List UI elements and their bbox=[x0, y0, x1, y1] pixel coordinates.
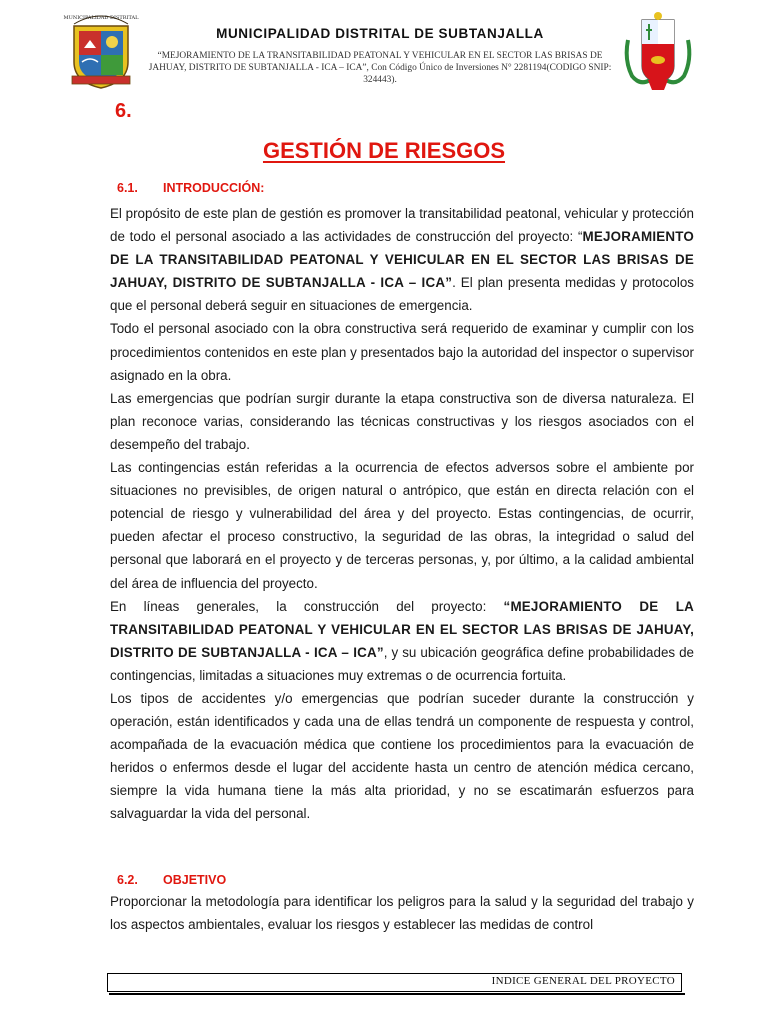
paragraph: El propósito de este plan de gestión es promover la transitabilidad peatonal, vehicular y protección de todo el personal asociado a las actividades de construcción del proyecto: “MEJORAMIENTO DE LA TRANSITABILIDAD PEATONAL Y VEHICULAR EN EL SECTOR LAS BRISAS DE JAHUAY, DISTRITO DE SUBTANJALLA - ICA – ICA”. El plan presenta medidas y protocolos que el personal deberá seguir en situaciones de emergencia. bbox=[110, 206, 694, 314]
paragraph: Las emergencias que podrían surgir durante la etapa constructiva son de diversa naturaleza. El plan reconoce varias, considerando las técnicas constructivas y los riesgos asociados con el desempeño del trabajo. bbox=[110, 390, 694, 452]
paragraph: Todo el personal asociado con la obra constructiva será requerido de examinar y cumplir con los procedimientos contenidos en este plan y presentados bajo la autoridad del inspector o supervisor asignado en la obra. bbox=[110, 321, 694, 383]
footer-box bbox=[107, 973, 682, 992]
logo-left-text: MUNICIPALIDAD DISTRITAL bbox=[63, 15, 139, 21]
footer-label: INDICE GENERAL DEL PROYECTO bbox=[491, 975, 675, 987]
objective-body bbox=[110, 890, 694, 936]
project-name-bold: “MEJORAMIENTO DE LA TRANSITABILIDAD PEATONAL Y VEHICULAR EN EL SECTOR LAS BRISAS DE JAHUAY, DISTRITO DE SUBTANJALLA - ICA – ICA” bbox=[110, 598, 694, 660]
introduction-body bbox=[110, 202, 694, 826]
section-number: 6. bbox=[115, 100, 132, 122]
subsection-heading-introduction bbox=[117, 181, 264, 195]
paragraph: Los tipos de accidentes y/o emergencias que podrían suceder durante la construcción y operación, están identificados y cada una de ellas tendrá un componente de respuesta y control, acompañada de la evacuación médica que contiene los procedimientos para la evacuación de heridos o enfermos desde el lugar del accidente hasta un centro de atención médica cercano, siempre la vida humana tiene la más alta prioridad, y no se escatimarán esfuerzos para salvaguardar la vida del personal. bbox=[110, 690, 694, 822]
subsection-title: INTRODUCCIÓN: bbox=[163, 181, 265, 195]
institution-title: MUNICIPALIDAD DISTRITAL DE SUBTANJALLA bbox=[216, 26, 544, 41]
subsection-title: OBJETIVO bbox=[163, 873, 227, 887]
paragraph: Las contingencias están referidas a la ocurrencia de efectos adversos sobre el ambiente por situaciones no previsibles, de origen natural o antrópico, que están en directa relación con el potencial de riesgo y vulnerabilidad del área y del proyecto. Estas contingencias, de ocurrir, pueden afectar el proceso constructivo, la seguridad de las obras, la integridad o salud del personal que laborará en el proyecto y de terceras personas, y, por último, a la calidad ambiental del área de influencia del proyecto. bbox=[110, 460, 694, 591]
paragraph: Proporcionar la metodología para identificar los peligros para la salud y la seguridad del trabajo y los aspectos ambientales, evaluar los riesgos y establecer las medidas de control bbox=[110, 894, 694, 933]
subsection-number: 6.2. bbox=[117, 873, 138, 887]
project-description-line: “MEJORAMIENTO DE LA TRANSITABILIDAD PEATONAL Y VEHICULAR EN EL SECTOR LAS BRISAS DE JAHUAY, DISTRITO DE SUBTANJALLA - ICA – ICA”, Con Código Único de Inversiones N° 2281194(CODIGO SNIP: 324443). bbox=[148, 51, 612, 85]
subsection-heading-objective bbox=[117, 873, 226, 887]
page-header bbox=[0, 0, 768, 100]
project-name-bold: MEJORAMIENTO DE LA TRANSITABILIDAD PEATONAL Y VEHICULAR EN EL SECTOR LAS BRISAS DE JAHUAY, DISTRITO DE SUBTANJALLA - ICA – ICA” bbox=[110, 229, 694, 291]
peru-coat-of-arms-icon bbox=[620, 10, 696, 92]
subsection-number: 6.1. bbox=[117, 181, 138, 195]
section-title: GESTIÓN DE RIESGOS bbox=[262, 138, 506, 163]
municipal-shield-icon bbox=[63, 10, 139, 90]
paragraph: En líneas generales, la construcción del proyecto: “MEJORAMIENTO DE LA TRANSITABILIDAD PEATONAL Y VEHICULAR EN EL SECTOR LAS BRISAS DE JAHUAY, DISTRITO DE SUBTANJALLA - ICA – ICA”, y su ubicación geográfica define probabilidades de contingencias, limitadas a situaciones muy extremas o de ocurrencia fortuita. bbox=[110, 598, 694, 683]
